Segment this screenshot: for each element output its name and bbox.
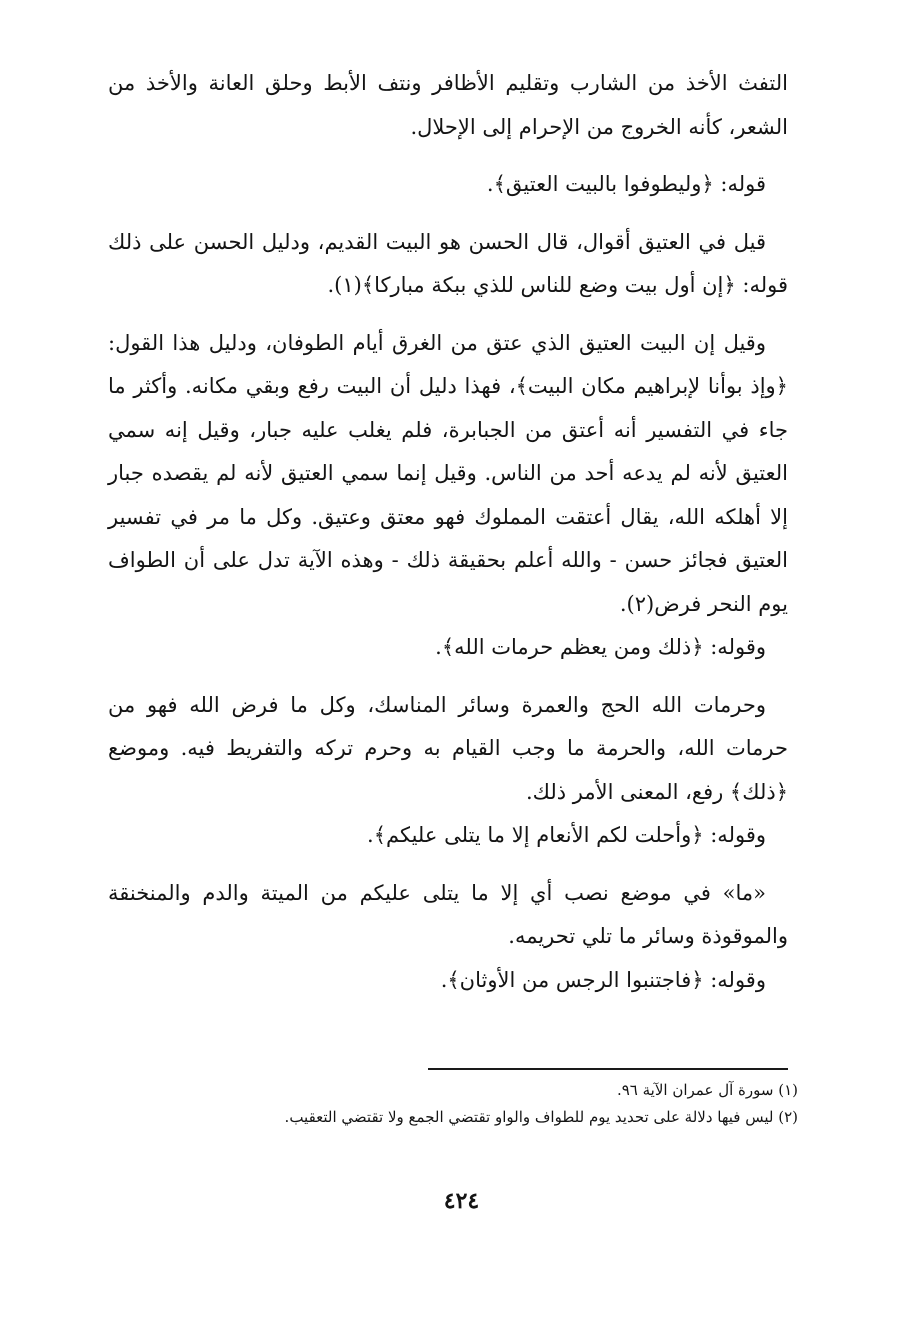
paragraph-atiq-hasan: قيل في العتيق أقوال، قال الحسن هو البيت القديم، ودليل الحسن على ذلك قوله: ﴿إن أول بيت وضع للناس للذي ببكة مباركا﴾(١). bbox=[108, 229, 788, 297]
verse-heading-hurumat: وقوله: ﴿ذلك ومن يعظم حرمات الله﴾. bbox=[435, 635, 766, 659]
paragraph-hurumat: وحرمات الله الحج والعمرة وسائر المناسك، وكل ما فرض الله فهو من حرمات الله، والحرمة ما وجب القيام به وحرم تركه والتفريط فيه. وموضع ﴿ذلك﴾ رفع، المعنى الأمر ذلك. bbox=[108, 692, 788, 804]
footnote-separator bbox=[428, 1068, 788, 1070]
verse-heading-rijs: وقوله: ﴿فاجتنبوا الرجس من الأوثان﴾. bbox=[440, 967, 766, 992]
paragraph-tafath: التفث الأخذ من الشارب وتقليم الأظافر ونتف الأبط وحلق العانة والأخذ من الشعر، كأنه الخروج من الإحرام إلى الإحلال. bbox=[108, 71, 788, 139]
footnote-2: (٢) ليس فيها دلالة على تحديد يوم للطواف والواو تقتضي الجمع ولا تقتضي التعقيب. bbox=[284, 1108, 798, 1126]
verse-heading-anam: وقوله: ﴿وأحلت لكم الأنعام إلا ما يتلى عليكم﴾. bbox=[367, 823, 766, 847]
paragraph-atiq-flood: وقيل إن البيت العتيق الذي عتق من الغرق أيام الطوفان، ودليل هذا القول: ﴿وإذ بوأنا لإبراهيم مكان البيت﴾، فهذا دليل أن البيت رفع وبقي مكانه. وأكثر ما جاء في التفسير أنه أعتق من الجبابرة، فلم يغلب عليه جبار، وقيل إنه سمي العتيق لأنه لم يدعه أحد من الناس. وقيل إنما سمي العتيق لأنه لم يقصده جبار إلا أهلكه الله، يقال أعتقت المملوك فهو معتق وعتيق. وكل ما مر في تفسير العتيق فجائز حسن - والله أعلم بحقيقة ذلك - وهذه الآية تدل على أن الطواف يوم النحر فرض(٢). bbox=[108, 330, 788, 616]
page-number: ٤٢٤ bbox=[443, 1188, 480, 1214]
footnotes bbox=[108, 1077, 798, 1131]
footnote-1: (١) سورة آل عمران الآية ٩٦. bbox=[616, 1081, 798, 1099]
main-text bbox=[108, 62, 788, 1002]
verse-heading-tawaf: قوله: ﴿وليطوفوا بالبيت العتيق﴾. bbox=[486, 172, 766, 196]
paragraph-ma-nasb: «ما» في موضع نصب أي إلا ما يتلى عليكم من الميتة والدم والمنخنقة والموقوذة وسائر ما تلي تحريمه. bbox=[108, 880, 788, 948]
